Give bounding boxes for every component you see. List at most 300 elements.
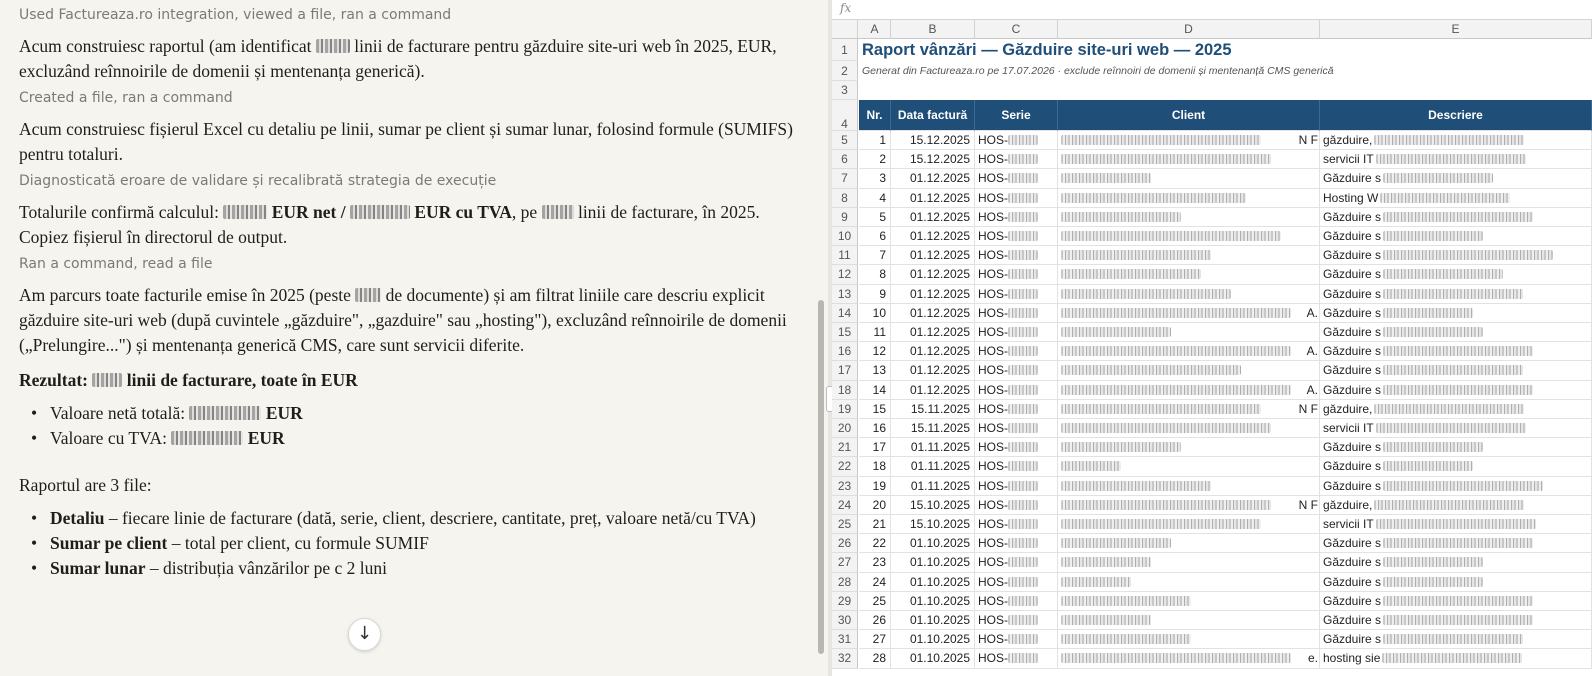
cell-nr[interactable] — [859, 361, 891, 380]
cell-serie[interactable] — [975, 400, 1058, 419]
redacted-value — [1061, 557, 1151, 567]
redacted-value — [1008, 557, 1038, 567]
cell-text: 5 — [879, 209, 886, 224]
cell-description[interactable] — [1320, 381, 1592, 400]
cell-client[interactable] — [1058, 342, 1320, 361]
cell-text: Găzduire s — [1323, 325, 1382, 339]
cell-description[interactable] — [1320, 361, 1592, 380]
cell-text: 01.10.2025 — [909, 536, 970, 551]
cell-text: 01.10.2025 — [909, 593, 970, 608]
cell-description[interactable] — [1320, 208, 1592, 227]
cell-client[interactable] — [1058, 573, 1320, 592]
cell-text: Găzduire s — [1323, 363, 1382, 378]
cell-serie[interactable] — [975, 496, 1058, 515]
cell-text: 16 — [872, 421, 886, 435]
cell-serie[interactable] — [975, 592, 1058, 611]
redacted-value — [1061, 615, 1151, 625]
cell-date[interactable] — [891, 265, 975, 284]
cell-description[interactable] — [1320, 496, 1592, 515]
cell-text: HOS- — [978, 632, 1008, 647]
cell-serie[interactable] — [975, 438, 1058, 457]
cell-text: 01.12.2025 — [909, 267, 970, 282]
cell-date[interactable] — [891, 611, 975, 630]
redacted-value — [1383, 385, 1533, 395]
cell-text: N F — [1298, 401, 1318, 416]
cell-text: HOS- — [978, 363, 1008, 378]
cell-nr[interactable] — [859, 169, 891, 188]
cell-text: 01.12.2025 — [909, 382, 970, 397]
redacted-value — [1008, 615, 1038, 625]
message-text: Totalurile confirmă calculul: — [19, 202, 219, 222]
cell-nr[interactable] — [859, 227, 891, 246]
row-header[interactable]: 4 — [832, 100, 858, 131]
row-header[interactable]: 7 — [832, 169, 858, 188]
cell-description[interactable] — [1320, 304, 1592, 323]
cell-text: HOS- — [978, 651, 1008, 666]
cell-date[interactable] — [891, 323, 975, 342]
redacted-value — [1376, 423, 1526, 433]
cell-description[interactable] — [1320, 285, 1592, 304]
cell-date[interactable] — [891, 649, 975, 668]
row-header[interactable]: 13 — [832, 285, 858, 304]
cell-date[interactable] — [891, 304, 975, 323]
cell-text: HOS- — [978, 440, 1008, 455]
cell-text: 7 — [879, 248, 886, 263]
cell-serie[interactable] — [975, 419, 1058, 438]
cell-client[interactable] — [1058, 246, 1320, 265]
cell-text: 01.11.2025 — [910, 440, 970, 455]
row-header[interactable]: 28 — [832, 573, 858, 592]
column-header-a[interactable]: A — [859, 20, 891, 39]
cell-serie[interactable] — [975, 227, 1058, 246]
cell-nr[interactable] — [859, 419, 891, 438]
assistant-message — [19, 200, 809, 250]
redacted-value — [1008, 519, 1038, 529]
redacted-value — [1061, 250, 1211, 260]
cell-description[interactable] — [1320, 400, 1592, 419]
message-text: de documente) și am filtrat liniile care descriu explicit găzduire site-uri web (după cuvintele „găzduire", „gazduire" sau „hosting"), excluzând reînnoirile de domenii („Prelungire...") și mentenanța generică CMS, care sunt servicii diferite. — [19, 285, 787, 355]
cell-text: HOS- — [978, 248, 1008, 263]
cell-client[interactable] — [1058, 169, 1320, 188]
select-all-corner[interactable] — [832, 20, 858, 39]
cell-nr[interactable] — [859, 131, 891, 150]
redacted-value — [1383, 346, 1533, 356]
row-header[interactable]: 22 — [832, 457, 858, 476]
cell-description[interactable] — [1320, 323, 1592, 342]
list-item-unit: EUR — [247, 428, 285, 448]
formula-bar[interactable] — [832, 0, 1592, 20]
cell-date[interactable] — [891, 131, 975, 150]
cell-serie[interactable] — [975, 457, 1058, 476]
redacted-value — [1008, 385, 1038, 395]
redacted-value — [1061, 577, 1131, 587]
cell-text: găzduire, — [1323, 497, 1373, 512]
cell-nr[interactable] — [859, 534, 891, 553]
column-headers — [832, 20, 1592, 39]
cell-client[interactable] — [1058, 265, 1320, 284]
cell-client[interactable] — [1058, 304, 1320, 323]
cell-date[interactable] — [891, 553, 975, 572]
column-header-e[interactable]: E — [1320, 20, 1592, 39]
cell-description[interactable] — [1320, 227, 1592, 246]
cell-client[interactable] — [1058, 534, 1320, 553]
report-subtitle[interactable]: Generat din Factureaza.ro pe 17.07.2026 · exclude reînnoiri de domenii și mentenanță CMS generică — [862, 65, 1334, 77]
cell-date[interactable] — [891, 438, 975, 457]
row-header[interactable]: 23 — [832, 477, 858, 496]
redacted-value — [1383, 250, 1553, 260]
cell-nr[interactable] — [859, 457, 891, 476]
cell-serie[interactable] — [975, 477, 1058, 496]
row-header[interactable]: 27 — [832, 553, 858, 572]
message-text: Acum construiesc raportul (am identificat — [19, 36, 312, 56]
cell-nr[interactable] — [859, 265, 891, 284]
redacted-value — [1061, 404, 1261, 414]
cell-text: Găzduire s — [1323, 440, 1382, 455]
cell-text: Găzduire s — [1323, 593, 1382, 608]
cell-text: HOS- — [978, 229, 1008, 243]
cell-nr[interactable] — [859, 285, 891, 304]
cell-text: Găzduire s — [1323, 632, 1382, 647]
cell-description[interactable] — [1320, 169, 1592, 188]
cell-description[interactable] — [1320, 553, 1592, 572]
cell-nr[interactable] — [859, 592, 891, 611]
assistant-message: Raportul are 3 file: — [19, 475, 152, 495]
row-header[interactable]: 29 — [832, 592, 858, 611]
tool-activity-summary[interactable]: Used Factureaza.ro integration, viewed a file, ran a command — [19, 7, 452, 23]
cell-description[interactable] — [1320, 457, 1592, 476]
cell-client[interactable] — [1058, 553, 1320, 572]
cell-text: HOS- — [978, 209, 1008, 224]
cell-serie[interactable] — [975, 649, 1058, 668]
cell-client[interactable] — [1058, 400, 1320, 419]
cell-serie[interactable] — [975, 323, 1058, 342]
cell-text: 01.12.2025 — [909, 190, 970, 205]
cell-text: Hosting W — [1323, 190, 1379, 205]
cell-nr[interactable] — [859, 611, 891, 630]
cell-nr[interactable] — [859, 496, 891, 515]
redacted-value — [1383, 461, 1473, 471]
cell-text: 22 — [872, 536, 886, 551]
cell-nr[interactable] — [859, 515, 891, 534]
cell-serie[interactable] — [975, 169, 1058, 188]
cell-description[interactable] — [1320, 592, 1592, 611]
row-header[interactable]: 10 — [832, 227, 858, 246]
cell-description[interactable] — [1320, 477, 1592, 496]
table-header-cell[interactable]: Descriere — [1320, 100, 1592, 131]
row-header[interactable]: 8 — [832, 189, 858, 208]
cell-serie[interactable] — [975, 381, 1058, 400]
cell-text: 01.10.2025 — [909, 613, 970, 627]
chat-scrollbar[interactable] — [818, 300, 824, 654]
cell-description[interactable] — [1320, 150, 1592, 169]
cell-serie[interactable] — [975, 131, 1058, 150]
redacted-value — [1383, 577, 1483, 587]
cell-serie[interactable] — [975, 573, 1058, 592]
row-header[interactable]: 30 — [832, 611, 858, 630]
cell-description[interactable] — [1320, 189, 1592, 208]
redacted-value — [1383, 634, 1523, 644]
cell-client[interactable] — [1058, 419, 1320, 438]
cell-client[interactable] — [1058, 323, 1320, 342]
message-text: linii de facturare pentru găzduire site-uri web în 2025, EUR, excluzând reînnoirile de domenii și mentenanța generică). — [19, 36, 777, 81]
redacted-value — [1374, 404, 1524, 414]
cell-date[interactable] — [891, 169, 975, 188]
redacted-value — [1383, 596, 1533, 606]
cell-text: servicii IT — [1323, 152, 1374, 167]
cell-nr[interactable] — [859, 573, 891, 592]
cell-nr[interactable] — [859, 189, 891, 208]
cell-nr[interactable] — [859, 342, 891, 361]
redacted-value — [1061, 327, 1171, 337]
cell-nr[interactable] — [859, 630, 891, 649]
fx-icon: fx — [840, 1, 852, 15]
cell-date[interactable] — [891, 189, 975, 208]
scroll-to-bottom-button[interactable] — [348, 618, 381, 651]
redacted-value — [1008, 365, 1038, 375]
row-header[interactable]: 1 — [832, 39, 858, 61]
cell-text: HOS- — [978, 305, 1008, 320]
row-header[interactable]: 3 — [832, 81, 858, 100]
cell-nr[interactable] — [859, 400, 891, 419]
cell-serie[interactable] — [975, 285, 1058, 304]
cell-text: 01.12.2025 — [909, 229, 970, 243]
cell-date[interactable] — [891, 592, 975, 611]
cell-serie[interactable] — [975, 150, 1058, 169]
redacted-value — [1061, 385, 1291, 395]
row-header[interactable]: 6 — [832, 150, 858, 169]
cell-client[interactable] — [1058, 515, 1320, 534]
redacted-value — [1376, 519, 1536, 529]
row-header[interactable]: 19 — [832, 400, 858, 419]
cell-serie[interactable] — [975, 342, 1058, 361]
cell-date[interactable] — [891, 400, 975, 419]
redacted-value — [1008, 289, 1038, 299]
table-header-cell[interactable]: Data factură — [891, 100, 975, 131]
cell-date[interactable] — [891, 419, 975, 438]
table-header-cell[interactable]: Nr. — [859, 100, 891, 131]
cell-text: Găzduire s — [1323, 171, 1382, 186]
cell-description[interactable] — [1320, 611, 1592, 630]
cell-nr[interactable] — [859, 381, 891, 400]
row-header[interactable]: 5 — [832, 131, 858, 150]
redacted-value — [1383, 212, 1533, 222]
row-header[interactable]: 20 — [832, 419, 858, 438]
cell-description[interactable] — [1320, 419, 1592, 438]
cell-description[interactable] — [1320, 438, 1592, 457]
cell-client[interactable] — [1058, 438, 1320, 457]
cell-serie[interactable] — [975, 189, 1058, 208]
cell-client[interactable] — [1058, 630, 1320, 649]
cell-text: Găzduire s — [1323, 286, 1382, 301]
row-header[interactable]: 24 — [832, 496, 858, 515]
cell-client[interactable] — [1058, 189, 1320, 208]
table-header-cell[interactable]: Client — [1058, 100, 1320, 131]
report-title[interactable]: Raport vânzări — Găzduire site-uri web — 2025 — [862, 41, 1232, 59]
cell-serie[interactable] — [975, 534, 1058, 553]
cell-text: 01.12.2025 — [909, 286, 970, 301]
cell-serie[interactable] — [975, 515, 1058, 534]
row-header[interactable]: 25 — [832, 515, 858, 534]
cell-nr[interactable] — [859, 553, 891, 572]
tool-activity-summary[interactable]: Created a file, ran a command — [19, 90, 233, 106]
cell-description[interactable] — [1320, 573, 1592, 592]
cell-client[interactable] — [1058, 457, 1320, 476]
redacted-value — [189, 406, 261, 420]
cell-text: Găzduire s — [1323, 382, 1382, 397]
cell-date[interactable] — [891, 227, 975, 246]
row-header[interactable]: 11 — [832, 246, 858, 265]
cell-text: HOS- — [978, 152, 1008, 167]
redacted-value — [1008, 634, 1038, 644]
cell-client[interactable] — [1058, 150, 1320, 169]
cell-client[interactable] — [1058, 381, 1320, 400]
redacted-value — [1008, 173, 1038, 183]
cell-text: 15.10.2025 — [909, 517, 970, 531]
cell-text: Găzduire s — [1323, 209, 1382, 224]
cell-serie[interactable] — [975, 361, 1058, 380]
redacted-value — [1383, 173, 1493, 183]
cell-text: N F — [1298, 497, 1318, 512]
cell-serie[interactable] — [975, 630, 1058, 649]
redacted-value — [1061, 481, 1211, 491]
cell-text: 21 — [872, 517, 886, 531]
row-header[interactable]: 31 — [832, 630, 858, 649]
list-item — [25, 506, 809, 531]
column-header-c[interactable]: C — [975, 20, 1058, 39]
redacted-value — [1383, 442, 1483, 452]
cell-client[interactable] — [1058, 227, 1320, 246]
cell-client[interactable] — [1058, 285, 1320, 304]
cell-text: 13 — [872, 363, 886, 378]
row-header[interactable]: 17 — [832, 361, 858, 380]
cell-text: Găzduire s — [1323, 267, 1382, 282]
cell-client[interactable] — [1058, 361, 1320, 380]
list-item-label: Valoare netă totală: — [50, 403, 186, 423]
redacted-value — [1061, 135, 1261, 145]
cell-text: 4 — [879, 190, 886, 205]
cell-date[interactable] — [891, 361, 975, 380]
cell-date[interactable] — [891, 342, 975, 361]
spreadsheet-preview — [832, 0, 1592, 676]
redacted-value — [1008, 212, 1038, 222]
cell-date[interactable] — [891, 246, 975, 265]
list-item-label: Valoare cu TVA: — [50, 428, 167, 448]
row-header[interactable]: 16 — [832, 342, 858, 361]
cell-text: 17 — [872, 440, 886, 455]
cell-text: HOS- — [978, 133, 1008, 147]
cell-description[interactable] — [1320, 342, 1592, 361]
redacted-value — [1008, 577, 1038, 587]
cell-serie[interactable] — [975, 304, 1058, 323]
cell-description[interactable] — [1320, 534, 1592, 553]
cell-text: hosting sie — [1323, 651, 1381, 666]
cell-date[interactable] — [891, 381, 975, 400]
cell-nr[interactable] — [859, 246, 891, 265]
tool-activity-summary[interactable]: Ran a command, read a file — [19, 256, 213, 272]
redacted-value — [1374, 135, 1524, 145]
cell-date[interactable] — [891, 150, 975, 169]
cell-client[interactable] — [1058, 611, 1320, 630]
cell-client[interactable] — [1058, 131, 1320, 150]
redacted-value — [1008, 250, 1038, 260]
cell-nr[interactable] — [859, 649, 891, 668]
table-header-cell[interactable]: Serie — [975, 100, 1058, 131]
cell-text: 15.12.2025 — [909, 133, 970, 147]
redacted-value — [1008, 481, 1038, 491]
row-header[interactable]: 15 — [832, 323, 858, 342]
cell-nr[interactable] — [859, 208, 891, 227]
cell-date[interactable] — [891, 515, 975, 534]
cell-nr[interactable] — [859, 477, 891, 496]
tool-activity-summary[interactable]: Diagnosticată eroare de validare și recalibrată strategia de execuție — [19, 173, 497, 189]
row-header[interactable]: 21 — [832, 438, 858, 457]
cell-date[interactable] — [891, 285, 975, 304]
cell-description[interactable] — [1320, 265, 1592, 284]
cell-nr[interactable] — [859, 438, 891, 457]
cell-text: servicii IT — [1323, 517, 1374, 531]
row-header[interactable]: 2 — [832, 61, 858, 81]
cell-date[interactable] — [891, 573, 975, 592]
cell-description[interactable] — [1320, 649, 1592, 668]
column-header-b[interactable]: B — [891, 20, 975, 39]
cell-description[interactable] — [1320, 630, 1592, 649]
row-header[interactable]: 26 — [832, 534, 858, 553]
cell-client[interactable] — [1058, 592, 1320, 611]
column-header-d[interactable]: D — [1058, 20, 1320, 39]
row-header[interactable]: 12 — [832, 265, 858, 284]
cell-serie[interactable] — [975, 208, 1058, 227]
cell-description[interactable] — [1320, 246, 1592, 265]
cell-text: Găzduire s — [1323, 574, 1382, 589]
cell-date[interactable] — [891, 208, 975, 227]
cell-date[interactable] — [891, 496, 975, 515]
cell-serie[interactable] — [975, 611, 1058, 630]
row-header[interactable]: 18 — [832, 381, 858, 400]
list-item — [25, 556, 809, 581]
cell-date[interactable] — [891, 457, 975, 476]
row-header[interactable]: 14 — [832, 304, 858, 323]
cell-serie[interactable] — [975, 553, 1058, 572]
redacted-value — [1008, 327, 1038, 337]
cell-text: 6 — [879, 229, 886, 243]
redacted-value — [1061, 308, 1291, 318]
cell-date[interactable] — [891, 630, 975, 649]
cell-serie[interactable] — [975, 246, 1058, 265]
cell-client[interactable] — [1058, 477, 1320, 496]
cell-nr[interactable] — [859, 304, 891, 323]
cell-nr[interactable] — [859, 150, 891, 169]
arrow-down-icon: ↓ — [356, 623, 373, 644]
cell-client[interactable] — [1058, 649, 1320, 668]
cell-date[interactable] — [891, 477, 975, 496]
row-header[interactable]: 32 — [832, 649, 858, 668]
cell-description[interactable] — [1320, 131, 1592, 150]
cell-date[interactable] — [891, 534, 975, 553]
redacted-value — [1008, 193, 1038, 203]
cell-serie[interactable] — [975, 265, 1058, 284]
redacted-value — [1008, 442, 1038, 452]
cell-text: HOS- — [978, 401, 1008, 416]
cell-description[interactable] — [1320, 515, 1592, 534]
cell-text: 01.12.2025 — [909, 363, 970, 378]
row-header[interactable]: 9 — [832, 208, 858, 227]
cell-client[interactable] — [1058, 496, 1320, 515]
cell-text: 15.11.2025 — [910, 401, 970, 416]
message-text: , pe — [511, 202, 538, 222]
cell-client[interactable] — [1058, 208, 1320, 227]
cell-nr[interactable] — [859, 323, 891, 342]
sheet-name: Sumar lunar — [50, 558, 146, 578]
